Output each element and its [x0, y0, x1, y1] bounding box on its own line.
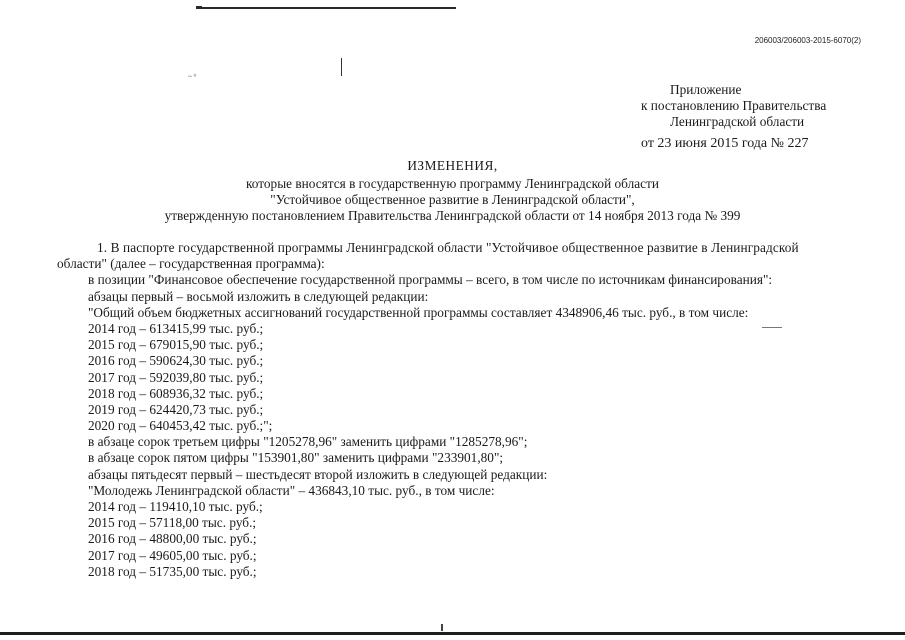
body-line: 2014 год – 613415,99 тыс. руб.;	[88, 320, 264, 336]
body-line: 2015 год – 679015,90 тыс. руб.;	[88, 337, 264, 353]
body-line: 2017 год – 592039,80 тыс. руб.;	[88, 369, 264, 385]
appendix-date: от 23 июня 2015 года № 227	[641, 136, 809, 151]
body-line: 2016 год – 48800,00 тыс. руб.;	[88, 531, 257, 547]
body-line: "Общий объем бюджетных ассигнований государственной программы составляет 4348906,46 тыс. руб., в том числе:	[88, 304, 749, 320]
body-line: в абзаце сорок третьем цифры "1205278,96" заменить цифрами "1285278,96";	[88, 434, 528, 450]
body-line: 2020 год – 640453,42 тыс. руб.;";	[88, 418, 273, 434]
body-line: 1. В паспорте государственной программы Ленинградской области "Устойчивое общественное развитие в Ленинградской	[97, 240, 799, 255]
document-code: 206003/206003-2015-6070(2)	[754, 36, 861, 45]
document-subtitle: которые вносятся в государственную программу Ленинградской области	[246, 176, 659, 191]
document-body	[57, 240, 848, 580]
body-line: абзацы пятьдесят первый – шестьдесят второй изложить в следующей редакции:	[88, 466, 548, 482]
body-line: 2014 год – 119410,10 тыс. руб.;	[88, 499, 263, 514]
body-line: 2018 год – 51735,00 тыс. руб.;	[88, 563, 257, 579]
scan-artifact	[198, 7, 456, 9]
body-line: 2019 год – 624420,73 тыс. руб.;	[88, 401, 264, 417]
body-line: в позиции "Финансовое обеспечение государственной программы – всего, в том числе по источникам финансирования":	[88, 272, 773, 288]
appendix-block	[641, 82, 871, 152]
appendix-line: к постановлению Правительства	[641, 98, 827, 113]
document-subtitle: "Устойчивое общественное развитие в Ленинградской области",	[270, 192, 635, 207]
appendix-line: Ленинградской области	[670, 114, 805, 129]
body-line: 2017 год – 49605,00 тыс. руб.;	[88, 547, 257, 563]
body-line: области" (далее – государственная программа):	[57, 256, 325, 272]
body-line: 2018 год – 608936,32 тыс. руб.;	[88, 385, 264, 401]
scan-artifact	[341, 58, 342, 76]
body-line: 2015 год – 57118,00 тыс. руб.;	[88, 515, 257, 531]
body-line: абзацы первый – восьмой изложить в следующей редакции:	[88, 288, 429, 304]
body-line: в абзаце сорок пятом цифры "153901,80" заменить цифрами "233901,80";	[88, 450, 504, 466]
document-title: ИЗМЕНЕНИЯ,	[407, 158, 498, 173]
scan-artifact	[0, 632, 905, 635]
scan-artifact: ~ °	[188, 73, 197, 81]
body-line: "Молодежь Ленинградской области" – 436843,10 тыс. руб., в том числе:	[88, 482, 495, 498]
scan-artifact	[441, 624, 443, 631]
document-subtitle: утвержденную постановлением Правительства Ленинградской области от 14 ноября 2013 года № 399	[164, 208, 741, 223]
appendix-line: Приложение	[670, 82, 742, 97]
body-line: 2016 год – 590624,30 тыс. руб.;	[88, 353, 264, 369]
